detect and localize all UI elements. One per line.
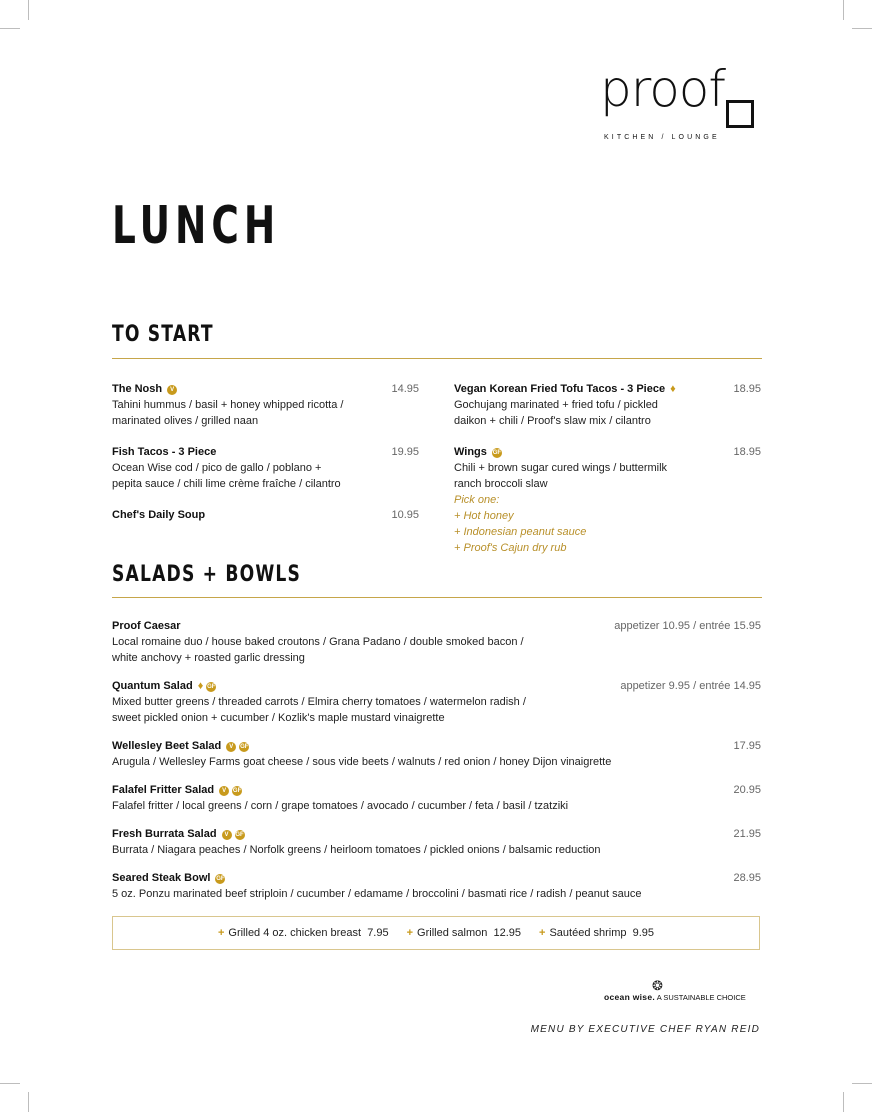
gluten-free-icon: GF	[216, 876, 225, 882]
fish-icon: ❂	[652, 978, 663, 993]
item-description: sweet pickled onion + cucumber / Kozlik's maple mustard vinaigrette	[112, 712, 445, 724]
addon-item: + Sautéed shrimp 9.95	[539, 927, 655, 939]
menu-item	[112, 678, 761, 726]
plus-icon: +	[406, 927, 414, 939]
brand-tagline: KITCHEN / LOUNGE	[604, 134, 720, 141]
menu-item	[454, 381, 761, 429]
item-description: Mixed butter greens / threaded carrots / Elmira cherry tomatoes / watermelon radish /	[112, 696, 526, 708]
addons-box	[112, 916, 760, 950]
section-divider	[112, 597, 762, 598]
item-description: Burrata / Niagara peaches / Norfolk greens / heirloom tomatoes / pickled onions / balsamic reduction	[112, 844, 601, 856]
item-price: 17.95	[733, 740, 761, 752]
vegetarian-icon: V	[226, 742, 236, 752]
item-description: Ocean Wise cod / pico de gallo / poblano +	[112, 462, 322, 474]
vegetarian-icon: V	[167, 385, 177, 395]
brand-logo	[600, 60, 764, 150]
menu-item	[454, 444, 761, 556]
crop-mark	[852, 1083, 872, 1084]
option-item: + Hot honey	[454, 510, 514, 522]
menu-item	[112, 826, 761, 858]
item-price: appetizer 9.95 / entrée 14.95	[620, 680, 761, 692]
vegetarian-icon: V	[219, 786, 229, 796]
item-description: Tahini hummus / basil + honey whipped ricotta /	[112, 399, 344, 411]
ocean-wise-text: A SUSTAINABLE CHOICE	[656, 993, 746, 1002]
brand-name: proof	[600, 60, 725, 118]
item-price: 18.95	[733, 383, 761, 395]
item-price: appetizer 10.95 / entrée 15.95	[614, 620, 761, 632]
page-title: LUNCH	[112, 196, 281, 256]
gluten-free-icon: GF	[240, 744, 249, 750]
item-price: 20.95	[733, 784, 761, 796]
menu-item	[112, 444, 419, 492]
item-description: Local romaine duo / house baked croutons / Grana Padano / double smoked bacon /	[112, 636, 524, 648]
addon-item: + Grilled salmon 12.95	[406, 927, 522, 939]
item-description: Falafel fritter / local greens / corn / grape tomatoes / avocado / cucumber / feta / basil / tzatziki	[112, 800, 569, 812]
logo-square-icon	[726, 100, 754, 128]
item-description: marinated olives / grilled naan	[112, 415, 259, 427]
menu-item	[112, 870, 761, 902]
item-name: Proof Caesar	[112, 620, 181, 632]
item-price: 19.95	[391, 446, 419, 458]
item-description: pepita sauce / chili lime crème fraîche / cilantro	[112, 478, 341, 490]
item-name: Vegan Korean Fried Tofu Tacos - 3 Piece	[454, 383, 666, 395]
menu-item	[112, 507, 419, 523]
item-name: Wings	[454, 446, 487, 458]
gluten-free-icon: GF	[235, 832, 244, 838]
item-name: Quantum Salad	[112, 680, 193, 692]
item-name: Seared Steak Bowl	[112, 872, 211, 884]
crop-mark	[843, 1092, 844, 1112]
item-description: daikon + chili / Proof's slaw mix / cilantro	[454, 415, 651, 427]
ocean-wise-logo	[604, 978, 760, 1004]
item-description: 5 oz. Ponzu marinated beef striploin / cucumber / edamame / broccolini / basmati rice / radish / peanut sauce	[112, 888, 642, 900]
vegan-carrot-icon: ♦	[670, 383, 676, 395]
option-item: + Indonesian peanut sauce	[454, 526, 587, 538]
item-description: ranch broccoli slaw	[454, 478, 548, 490]
gluten-free-icon: GF	[207, 684, 216, 690]
menu-item	[112, 618, 761, 666]
crop-mark	[0, 1083, 20, 1084]
menu-item	[112, 738, 761, 770]
options-label: Pick one:	[454, 494, 500, 506]
gluten-free-icon: GF	[492, 450, 502, 456]
item-name: Fish Tacos - 3 Piece	[112, 446, 217, 458]
item-price: 14.95	[391, 383, 419, 395]
plus-icon: +	[217, 927, 225, 939]
item-description: Gochujang marinated + fried tofu / pickled	[454, 399, 658, 411]
menu-item	[112, 782, 761, 814]
gluten-free-icon: GF	[232, 788, 242, 794]
plus-icon: +	[539, 927, 546, 939]
crop-mark	[843, 0, 844, 20]
item-description: Arugula / Wellesley Farms goat cheese / sous vide beets / walnuts / red onion / honey Dijon vinaigrette	[112, 756, 612, 768]
crop-mark	[0, 28, 20, 29]
addon-item: + Grilled 4 oz. chicken breast 7.95	[217, 927, 389, 939]
item-name: Chef's Daily Soup	[112, 509, 206, 521]
item-price: 10.95	[391, 509, 419, 521]
crop-mark	[28, 1092, 29, 1112]
chef-credit: MENU BY EXECUTIVE CHEF RYAN REID	[530, 1024, 760, 1035]
section-heading-to-start: TO START	[112, 322, 214, 347]
item-name: Falafel Fritter Salad	[112, 784, 215, 796]
section-divider	[112, 358, 762, 359]
item-name: The Nosh	[112, 383, 163, 395]
vegan-carrot-icon: ♦	[197, 680, 204, 692]
vegetarian-icon: V	[222, 830, 232, 840]
menu-item	[112, 381, 419, 429]
ocean-wise-brand: ocean wise.	[604, 992, 656, 1002]
item-price: 21.95	[733, 828, 761, 840]
crop-mark	[28, 0, 29, 20]
crop-mark	[852, 28, 872, 29]
item-name: Fresh Burrata Salad	[112, 828, 217, 840]
option-item: + Proof's Cajun dry rub	[454, 542, 567, 554]
item-description: white anchovy + roasted garlic dressing	[112, 652, 305, 664]
item-price: 18.95	[733, 446, 761, 458]
section-heading-salads: SALADS + BOWLS	[112, 562, 302, 587]
item-price: 28.95	[733, 872, 761, 884]
item-name: Wellesley Beet Salad	[112, 740, 222, 752]
item-description: Chili + brown sugar cured wings / buttermilk	[454, 462, 668, 474]
